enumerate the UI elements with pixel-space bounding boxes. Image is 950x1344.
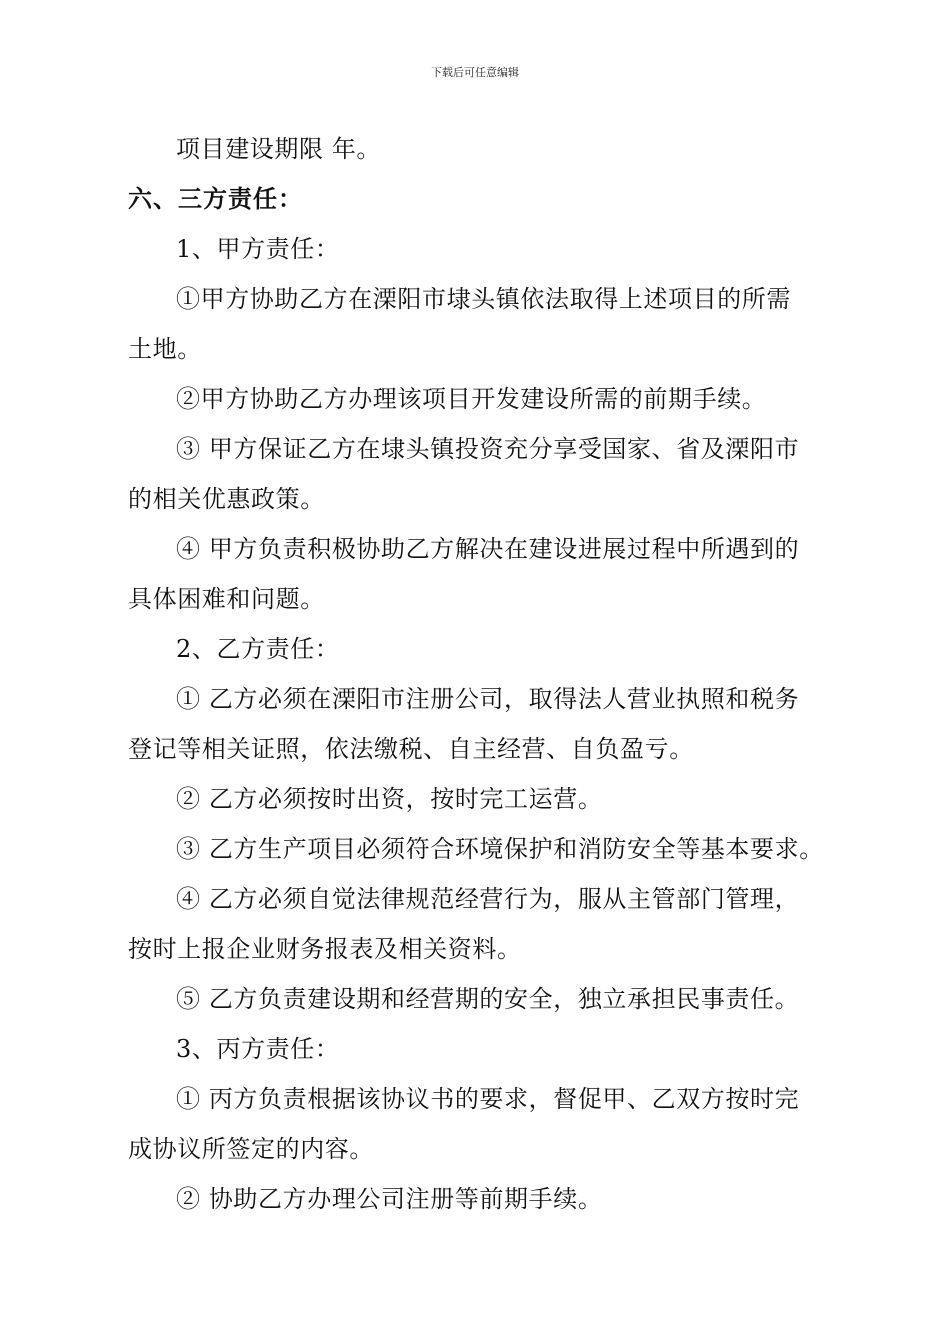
paragraph-line: 成协议所签定的内容。 [128,1135,374,1163]
paragraph-line: 土地。 [128,335,202,363]
paragraph-line: 项目建设期限 年。 [176,135,382,163]
paragraph-line: 具体困难和问题。 [128,585,325,613]
paragraph-line: ④ 甲方负责积极协助乙方解决在建设进展过程中所遇到的 [176,535,800,563]
page-header: 下载后可任意编辑 [431,66,519,79]
paragraph-line: ③ 甲方保证乙方在埭头镇投资充分享受国家、省及溧阳市 [176,435,800,463]
section-heading: 六、三方责任： [128,184,303,213]
paragraph-line: ① 丙方负责根据该协议书的要求，督促甲、乙双方按时完 [176,1085,800,1113]
paragraph-line: ③ 乙方生产项目必须符合环境保护和消防安全等基本要求。 [176,835,824,863]
paragraph-line: 的相关优惠政策。 [128,485,325,513]
paragraph-line: ②甲方协助乙方办理该项目开发建设所需的前期手续。 [176,385,767,413]
paragraph-line: ④ 乙方必须自觉法律规范经营行为，服从主管部门管理， [176,885,800,913]
subsection-heading: 3、丙方责任： [176,1035,340,1063]
paragraph-line: 登记等相关证照，依法缴税、自主经营、自负盈亏。 [128,735,694,763]
paragraph-line: ② 协助乙方办理公司注册等前期手续。 [176,1185,603,1213]
paragraph-line: ①甲方协助乙方在溧阳市埭头镇依法取得上述项目的所需 [176,285,791,313]
paragraph-line: ② 乙方必须按时出资，按时完工运营。 [176,785,603,813]
paragraph-line: ① 乙方必须在溧阳市注册公司，取得法人营业执照和税务 [176,685,800,713]
paragraph-line: ⑤ 乙方负责建设期和经营期的安全，独立承担民事责任。 [176,985,800,1013]
paragraph-line: 按时上报企业财务报表及相关资料。 [128,935,522,963]
subsection-heading: 1、甲方责任： [176,235,340,263]
document-body [128,130,828,1230]
subsection-heading: 2、乙方责任： [176,635,340,663]
